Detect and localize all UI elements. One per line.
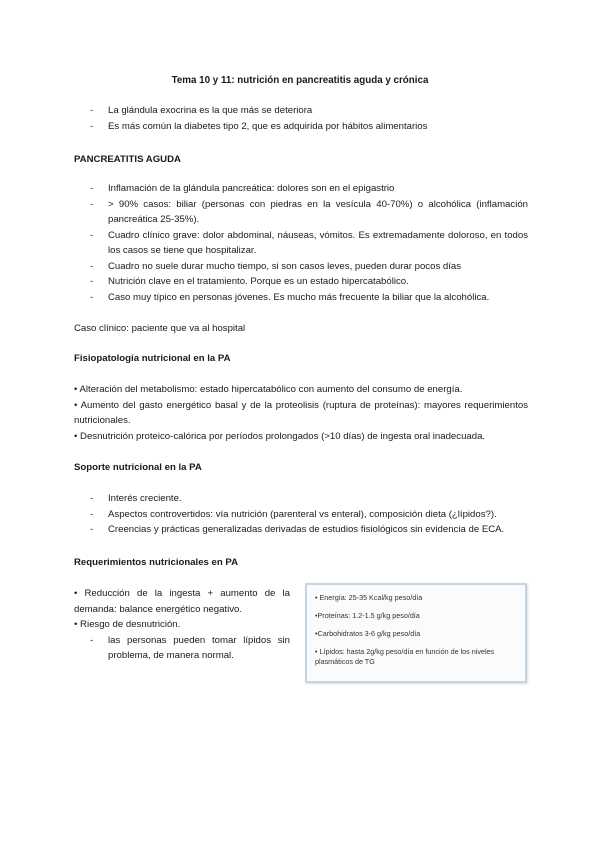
section-heading-soporte: Soporte nutricional en la PA bbox=[74, 462, 202, 473]
section-heading-fisiopatologia: Fisiopatología nutricional en la PA bbox=[74, 353, 231, 364]
list-item: • Alteración del metabolismo: estado hipercatabólico con aumento del consumo de energía. bbox=[74, 384, 463, 395]
list-item: - Cuadro no suele durar mucho tiempo, si son casos leves, pueden durar pocos días bbox=[74, 259, 528, 275]
list-item: - Nutrición clave en el tratamiento. Porque es un estado hipercatabólico. bbox=[74, 274, 528, 290]
dash-marker: - bbox=[90, 508, 94, 520]
dash-marker: - bbox=[90, 183, 94, 194]
dash-marker: - bbox=[90, 276, 94, 287]
list-item: - Interés creciente. bbox=[74, 491, 528, 507]
dash-marker: - bbox=[90, 105, 94, 116]
list-item: - Cuadro clínico grave: dolor abdominal, náuseas, vómitos. Es extremadamente doloroso, en todos los casos se tiene que hospitalizar. bbox=[90, 229, 528, 256]
dash-marker: - bbox=[90, 229, 94, 241]
list-item: - Creencias y prácticas generalizadas derivadas de estudios fisiológicos sin evidencia de ECA. bbox=[74, 522, 528, 538]
dash-marker: - bbox=[90, 634, 94, 646]
list-item: • Reducción de la ingesta + aumento de la demanda: balance energético negativo. bbox=[74, 588, 290, 615]
list-item: • Aumento del gasto energético basal y de la proteolisis (ruptura de proteínas): mayores requerimientos nutricionales. bbox=[74, 399, 528, 426]
section-heading-requerimientos: Requerimientos nutricionales en PA bbox=[74, 557, 239, 568]
caso-clinico-text: Caso clínico: paciente que va al hospital bbox=[74, 323, 246, 334]
dash-marker: - bbox=[90, 493, 94, 504]
box-line-energia: • Energía: 25-35 Kcal/kg peso/día bbox=[315, 593, 423, 602]
list-item: • Desnutrición proteico-calórica por períodos prolongados (>10 días) de ingesta oral inadecuada. bbox=[74, 430, 486, 442]
soporte-list bbox=[74, 491, 528, 538]
box-line-proteinas: •Proteínas: 1.2-1.5 g/kg peso/día bbox=[315, 611, 420, 620]
aguda-list bbox=[74, 181, 528, 305]
list-item: - Caso muy típico en personas jóvenes. Es mucho más frecuente la biliar que la alcohólica. bbox=[74, 290, 528, 306]
dash-marker: - bbox=[90, 198, 94, 210]
box-line-lipidos: • Lípidos: hasta 2g/kg peso/día en función de los niveles plasmáticos de TG bbox=[315, 647, 495, 666]
document-title: Tema 10 y 11: nutrición en pancreatitis aguda y crónica bbox=[171, 75, 429, 86]
dash-marker: - bbox=[90, 260, 94, 272]
intro-list bbox=[74, 103, 528, 134]
dash-marker: - bbox=[90, 291, 94, 303]
list-item: - > 90% casos: biliar (personas con piedras en la vesícula 40-70%) o alcohólica (inflamación pancreática 25-35%). bbox=[90, 198, 528, 225]
section-heading-aguda: PANCREATITIS AGUDA bbox=[74, 154, 181, 165]
list-subitem: - las personas pueden tomar lípidos sin problema, de manera normal. bbox=[90, 634, 290, 661]
list-item: - La glándula exocrina es la que más se deteriora bbox=[74, 103, 528, 119]
list-item: - Aspectos controvertidos: vía nutrición (parenteral vs enteral), composición dieta (¿lípidos?). bbox=[74, 507, 528, 523]
requerimientos-list bbox=[74, 586, 290, 664]
fisiopatologia-list bbox=[74, 382, 528, 444]
list-item: - Inflamación de la glándula pancreática: dolores son en el epigastrio bbox=[74, 181, 528, 197]
dash-marker: - bbox=[90, 524, 94, 535]
requirements-image-box bbox=[305, 583, 527, 683]
dash-marker: - bbox=[90, 120, 94, 132]
list-item: • Riesgo de desnutrición. bbox=[74, 619, 181, 630]
box-line-carbohidratos: •Carbohidratos 3-6 g/kg peso/día bbox=[315, 629, 421, 638]
list-item: - Es más común la diabetes tipo 2, que es adquirida por hábitos alimentarios bbox=[74, 119, 528, 135]
